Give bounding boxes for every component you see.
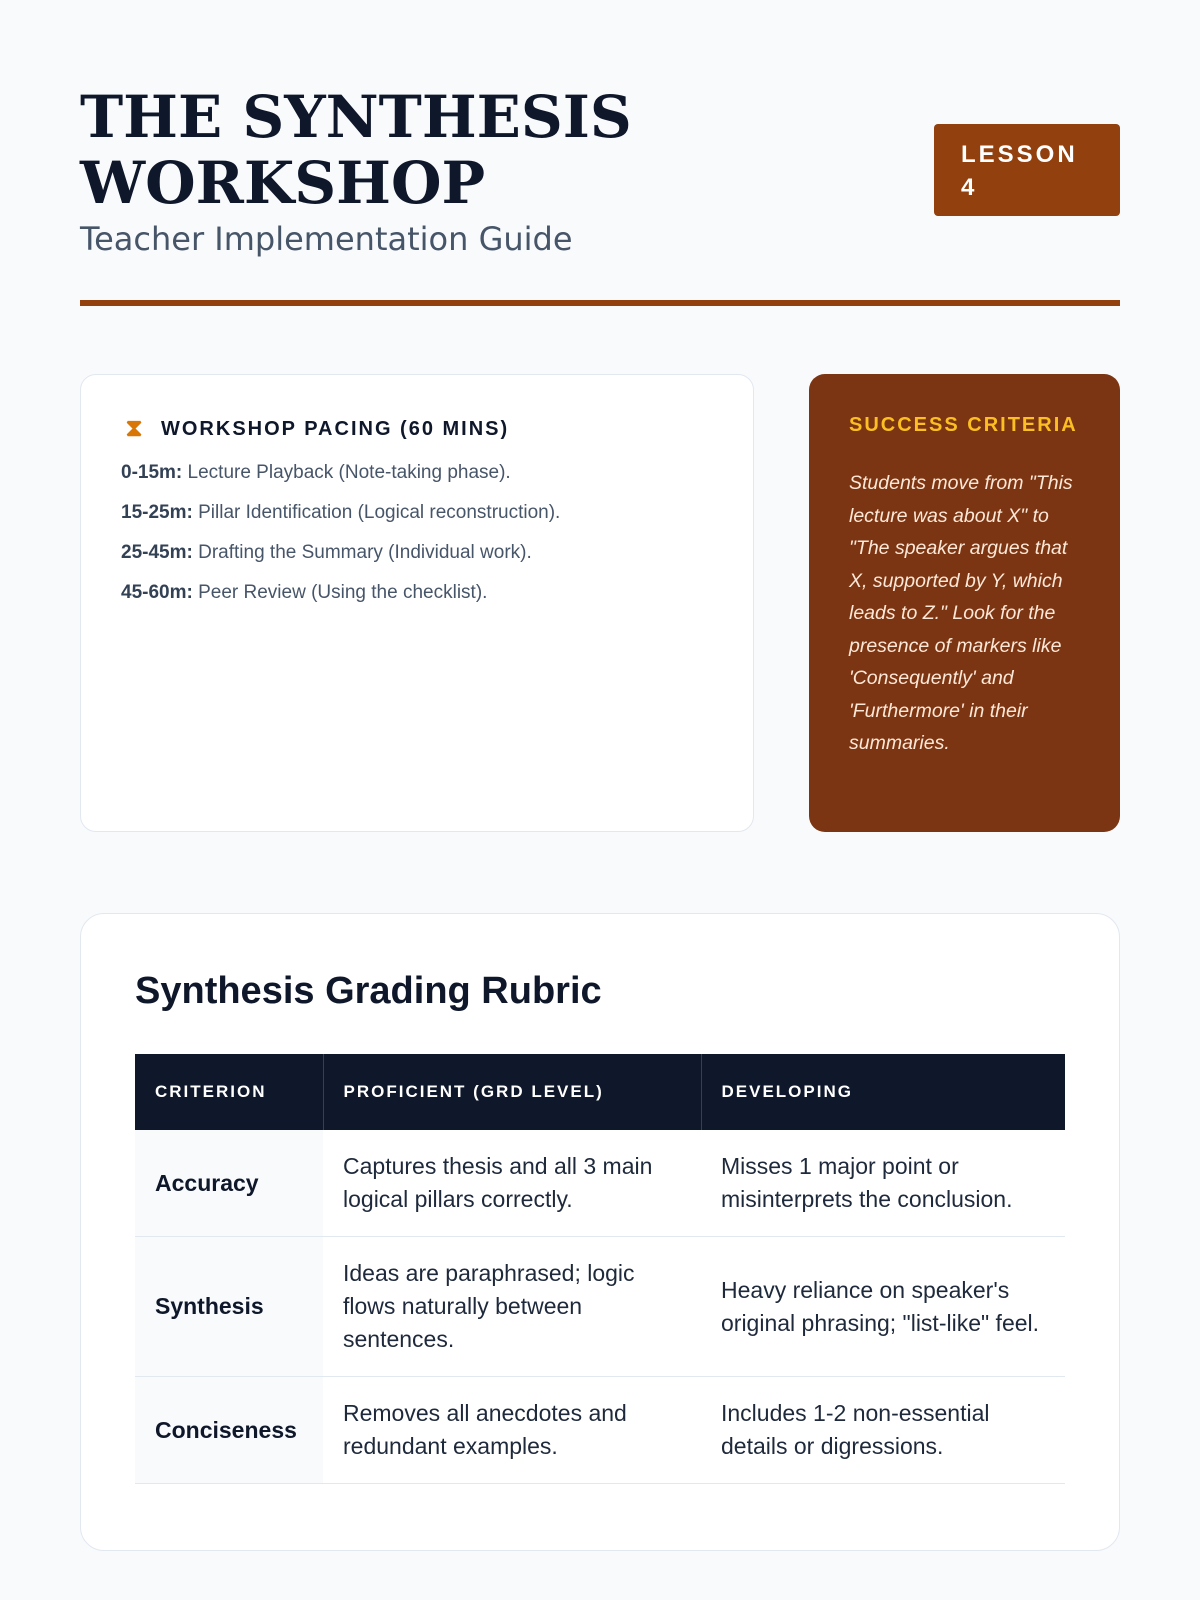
proficient-cell: Ideas are paraphrased; logic flows naturally between sentences. bbox=[323, 1237, 701, 1377]
developing-cell: Includes 1-2 non-essential details or digressions. bbox=[701, 1377, 1065, 1484]
column-header-criterion: CRITERION bbox=[135, 1054, 323, 1130]
developing-cell: Heavy reliance on speaker's original phrasing; "list-like" feel. bbox=[701, 1237, 1065, 1377]
column-header-proficient: PROFICIENT (GRD LEVEL) bbox=[323, 1054, 701, 1130]
rubric-title: Synthesis Grading Rubric bbox=[135, 970, 602, 1012]
pacing-item-text: Pillar Identification (Logical reconstruction). bbox=[198, 502, 561, 523]
success-criteria-heading: SUCCESS CRITERIA bbox=[849, 414, 1078, 436]
header bbox=[80, 84, 1120, 304]
pacing-item bbox=[121, 493, 713, 533]
pacing-card bbox=[80, 374, 754, 832]
criterion-cell: Synthesis bbox=[135, 1237, 323, 1377]
pacing-item-text: Drafting the Summary (Individual work). bbox=[198, 542, 532, 563]
pacing-heading bbox=[121, 415, 713, 443]
pacing-heading-label: WORKSHOP PACING (60 MINS) bbox=[161, 417, 510, 440]
success-criteria-card bbox=[809, 374, 1120, 832]
table-row bbox=[135, 1377, 1065, 1484]
pacing-item-text: Lecture Playback (Note-taking phase). bbox=[187, 462, 511, 483]
developing-cell: Misses 1 major point or misinterprets the conclusion. bbox=[701, 1130, 1065, 1237]
rubric-table bbox=[135, 1054, 1065, 1484]
pacing-item-time: 25-45m: bbox=[121, 542, 193, 563]
proficient-cell: Removes all anecdotes and redundant examples. bbox=[323, 1377, 701, 1484]
table-row bbox=[135, 1130, 1065, 1237]
pacing-item bbox=[121, 533, 713, 573]
pacing-item bbox=[121, 453, 713, 493]
pacing-item-time: 45-60m: bbox=[121, 582, 193, 603]
pacing-item bbox=[121, 573, 713, 613]
criterion-cell: Accuracy bbox=[135, 1130, 323, 1237]
lesson-badge: LESSON 4 bbox=[934, 124, 1120, 216]
page-subtitle: Teacher Implementation Guide bbox=[80, 220, 573, 258]
success-criteria-text: Students move from "This lecture was about X" to "The speaker argues that X, supported by Y, which leads to Z." Look for the presence of markers like 'Consequently' and 'Furthermore' in their summaries. bbox=[849, 472, 1073, 754]
column-header-developing: DEVELOPING bbox=[701, 1054, 1065, 1130]
table-row bbox=[135, 1237, 1065, 1377]
header-divider bbox=[80, 300, 1120, 306]
pacing-item-time: 0-15m: bbox=[121, 462, 183, 483]
table-header-row bbox=[135, 1054, 1065, 1130]
proficient-cell: Captures thesis and all 3 main logical pillars correctly. bbox=[323, 1130, 701, 1237]
pacing-item-text: Peer Review (Using the checklist). bbox=[198, 582, 488, 603]
rubric-card bbox=[80, 913, 1120, 1551]
criterion-cell: Conciseness bbox=[135, 1377, 323, 1484]
page-title: THE SYNTHESIS WORKSHOP bbox=[80, 83, 632, 217]
hourglass-icon: ⧗ bbox=[125, 415, 145, 442]
pacing-item-time: 15-25m: bbox=[121, 502, 193, 523]
